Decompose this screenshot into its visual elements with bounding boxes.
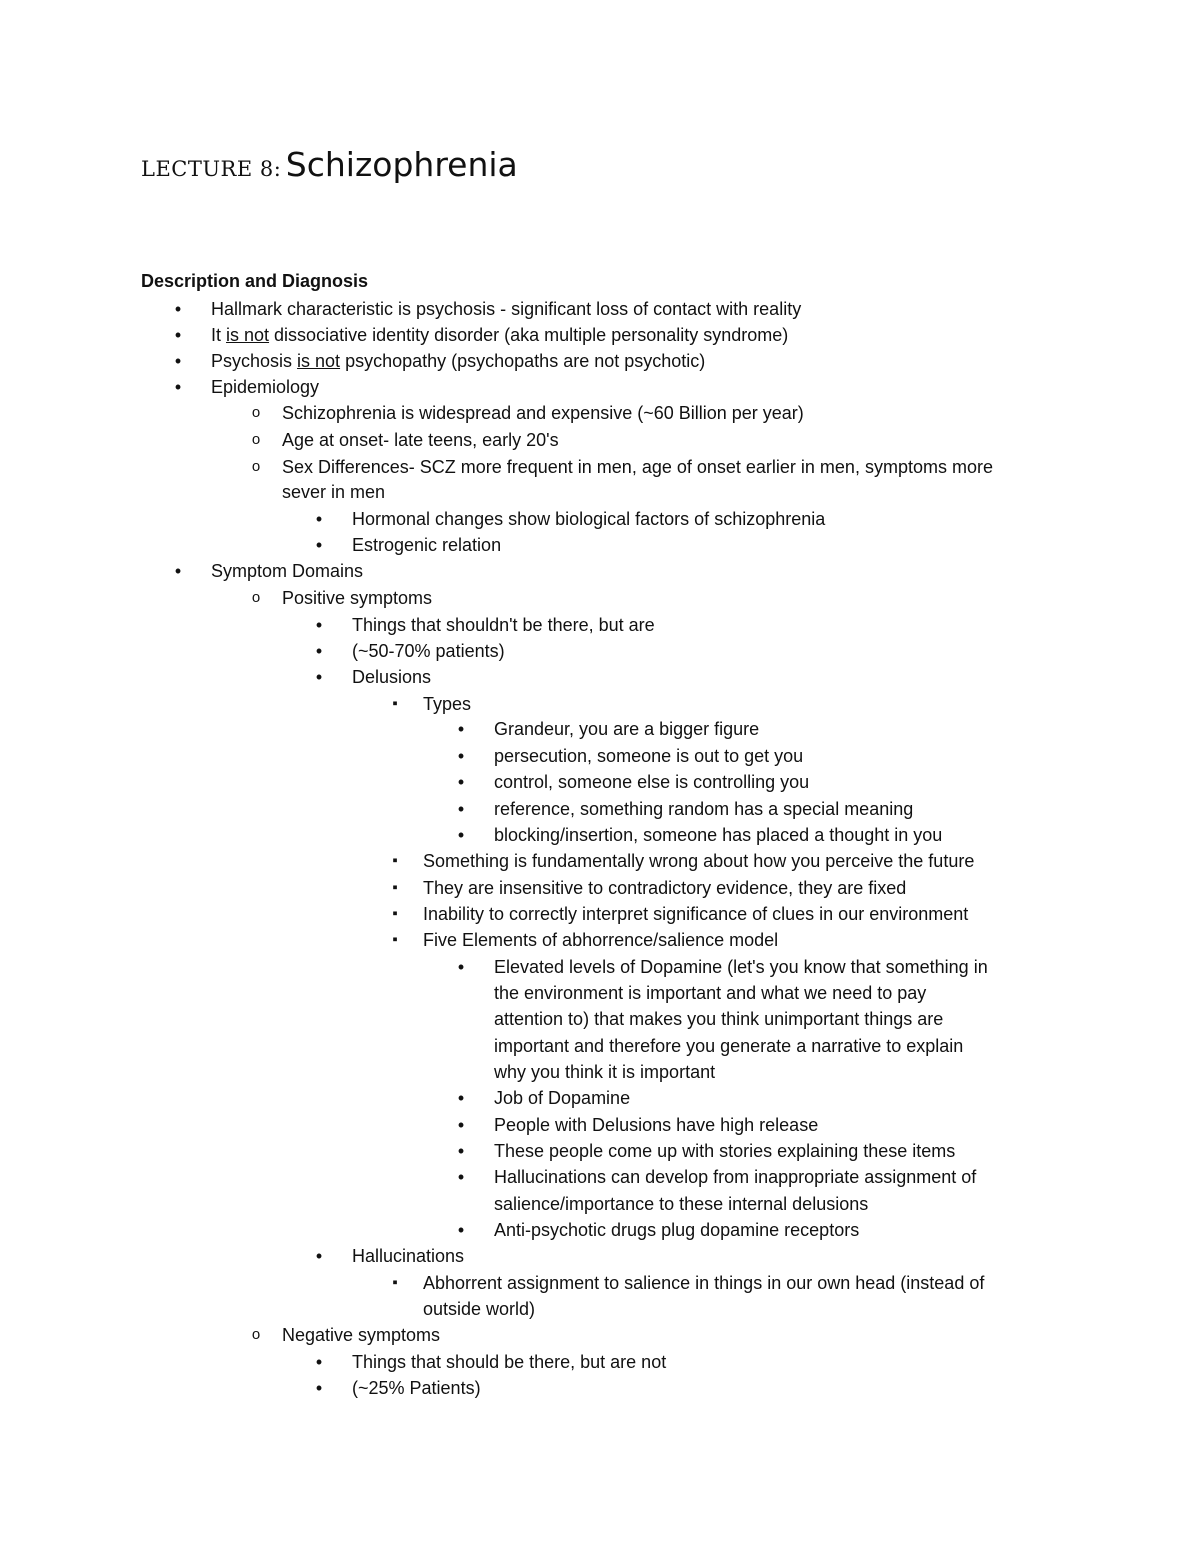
title-main: Schizophrenia	[285, 145, 518, 184]
bullet-disc	[168, 348, 188, 376]
list-item: Sex Differences- SCZ more frequent in men, age of onset earlier in men, symptoms more	[282, 457, 993, 477]
list-item: Things that shouldn't be there, but are	[352, 615, 655, 635]
bullet-circle	[246, 400, 266, 426]
list-item-continuation: attention to) that makes you think unimportant things are	[494, 1009, 944, 1029]
bullet-circle	[246, 427, 266, 453]
list-item: Epidemiology	[211, 377, 320, 397]
bullet-disc	[451, 954, 471, 982]
bullet-disc	[451, 822, 471, 850]
list-item: Anti-psychotic drugs plug dopamine receptors	[494, 1220, 860, 1240]
list-item: Positive symptoms	[282, 588, 433, 608]
list-item: Five Elements of abhorrence/salience model	[423, 930, 779, 950]
bullet-disc	[168, 374, 188, 402]
list-item-continuation: the environment is important and what we need to pay	[494, 983, 927, 1003]
list-item: Age at onset- late teens, early 20's	[282, 430, 559, 450]
section-heading: Description and Diagnosis	[141, 271, 369, 291]
bullet-disc	[168, 296, 188, 324]
bullet-disc	[451, 1112, 471, 1140]
bullet-disc	[309, 612, 329, 640]
list-item: Schizophrenia is widespread and expensive (~60 Billion per year)	[282, 403, 804, 423]
bullet-disc	[451, 1164, 471, 1192]
list-item-continuation: salience/importance to these internal delusions	[494, 1194, 869, 1214]
bullet-disc	[451, 716, 471, 744]
list-item: These people come up with stories explaining these items	[494, 1141, 956, 1161]
bullet-disc	[168, 558, 188, 586]
bullet-square	[385, 691, 405, 717]
bullet-disc	[451, 1085, 471, 1113]
list-item: Job of Dopamine	[494, 1088, 631, 1108]
list-item: Negative symptoms	[282, 1325, 441, 1345]
bullet-square	[385, 875, 405, 901]
bullet-circle	[246, 454, 266, 480]
list-item: (~25% Patients)	[352, 1378, 481, 1398]
list-item-continuation: important and therefore you generate a narrative to explain	[494, 1036, 964, 1056]
list-item-continuation: outside world)	[423, 1299, 536, 1319]
bullet-disc	[168, 322, 188, 350]
list-item: persecution, someone is out to get you	[494, 746, 804, 766]
list-item-continuation: sever in men	[282, 482, 386, 502]
bullet-square	[385, 901, 405, 927]
bullet-disc	[309, 506, 329, 534]
list-item: control, someone else is controlling you	[494, 772, 810, 792]
list-item: It is not dissociative identity disorder (aka multiple personality syndrome)	[211, 325, 789, 345]
list-item: reference, something random has a special meaning	[494, 799, 914, 819]
bullet-disc	[309, 664, 329, 692]
list-item: People with Delusions have high release	[494, 1115, 819, 1135]
list-item: Abhorrent assignment to salience in things in our own head (instead of	[423, 1273, 985, 1293]
bullet-disc	[309, 1349, 329, 1377]
bullet-circle	[246, 1322, 266, 1348]
list-item: Something is fundamentally wrong about how you perceive the future	[423, 851, 975, 871]
title-prefix: LECTURE 8:	[141, 157, 282, 181]
bullet-disc	[451, 769, 471, 797]
list-item: Symptom Domains	[211, 561, 364, 581]
bullet-disc	[309, 1243, 329, 1271]
list-item: (~50-70% patients)	[352, 641, 505, 661]
bullet-square	[385, 927, 405, 953]
bullet-circle	[246, 585, 266, 611]
bullet-disc	[309, 638, 329, 666]
bullet-square	[385, 1270, 405, 1296]
bullet-square	[385, 848, 405, 874]
bullet-disc	[309, 1375, 329, 1403]
list-item: Types	[423, 694, 472, 714]
bullet-disc	[451, 1217, 471, 1245]
list-item: blocking/insertion, someone has placed a thought in you	[494, 825, 943, 845]
bullet-disc	[451, 796, 471, 824]
list-item: Psychosis is not psychopathy (psychopaths are not psychotic)	[211, 351, 706, 371]
list-item: Hormonal changes show biological factors of schizophrenia	[352, 509, 826, 529]
list-item: Estrogenic relation	[352, 535, 502, 555]
bullet-disc	[451, 743, 471, 771]
list-item: Delusions	[352, 667, 432, 687]
list-item: Things that should be there, but are not	[352, 1352, 667, 1372]
list-item: Hallucinations	[352, 1246, 465, 1266]
list-item-continuation: why you think it is important	[494, 1062, 716, 1082]
list-item: They are insensitive to contradictory evidence, they are fixed	[423, 878, 907, 898]
list-item: Grandeur, you are a bigger figure	[494, 719, 760, 739]
page-title	[141, 145, 518, 184]
list-item: Hallmark characteristic is psychosis - significant loss of contact with reality	[211, 299, 802, 319]
bullet-disc	[451, 1138, 471, 1166]
bullet-disc	[309, 532, 329, 560]
list-item: Inability to correctly interpret significance of clues in our environment	[423, 904, 969, 924]
list-item: Elevated levels of Dopamine (let's you know that something in	[494, 957, 988, 977]
list-item: Hallucinations can develop from inappropriate assignment of	[494, 1167, 977, 1187]
